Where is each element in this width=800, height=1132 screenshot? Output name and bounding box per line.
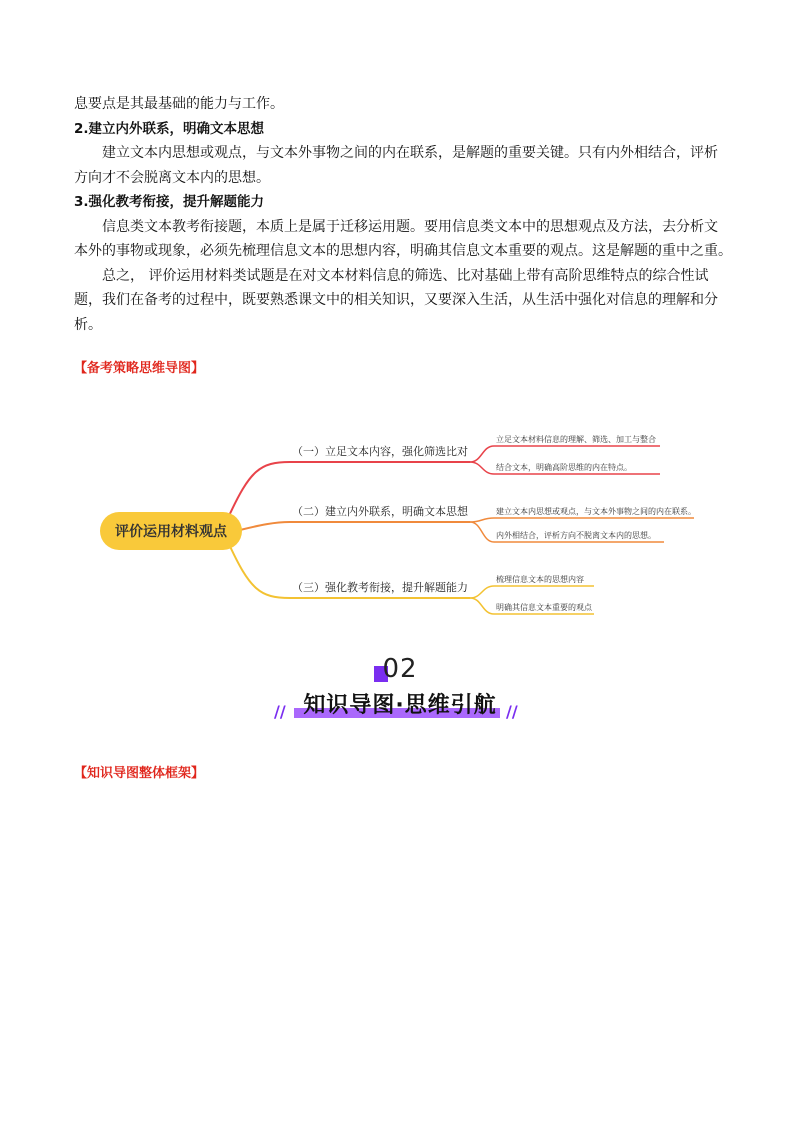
paragraph-line: 析。: [74, 316, 102, 333]
leaf-label: 建立文本内思想或观点，与文本外事物之间的内在联系。: [496, 507, 696, 516]
banner-number: 02: [382, 654, 418, 684]
section-label-strategy-mindmap: 【备考策略思维导图】: [74, 361, 205, 376]
branch-label-3: （三）强化教考衔接，提升解题能力: [292, 581, 468, 594]
subheading-2: 2.建立内外联系，明确文本思想: [74, 120, 265, 137]
leaf-label: 结合文本，明确高阶思维的内在特点。: [496, 463, 632, 472]
banner-title: 知识导图·思维引航: [303, 693, 497, 718]
paragraph-line: 息要点是其最基础的能力与工作。: [74, 96, 284, 112]
body-text: [74, 92, 734, 337]
leaf-connector: [470, 446, 660, 462]
paragraph-line: 总之， 评价运用材料类试题是在对文本材料信息的筛选、比对基础上带有高阶思维特点的综合性试: [102, 267, 709, 284]
paragraph-line: 建立文本内思想或观点，与文本外事物之间的内在联系，是解题的重要关键。只有内外相结合，评析: [102, 145, 718, 161]
root-node-label: 评价运用材料观点: [115, 524, 227, 540]
leaf-label: 梳理信息文本的思想内容: [496, 575, 584, 584]
branch-connector-2: [240, 522, 470, 530]
leaf-label: 内外相结合，评析方向不脱离文本内的思想。: [496, 531, 656, 540]
mind-map-svg: [0, 400, 800, 640]
mind-map: [0, 400, 800, 640]
branch-label-2: （二）建立内外联系，明确文本思想: [292, 505, 468, 518]
leaf-connector: [470, 518, 694, 522]
banner-slash-right: //: [506, 702, 518, 721]
subheading-3: 3.强化教考衔接，提升解题能力: [74, 194, 265, 210]
paragraph-line: 题，我们在备考的过程中，既要熟悉课文中的相关知识，又要深入生活，从生活中强化对信息的理解和分: [74, 292, 718, 308]
leaf-label: 明确其信息文本重要的观点: [496, 603, 592, 612]
paragraph-line: 方向才不会脱离文本内的思想。: [74, 169, 270, 186]
section-banner: [0, 650, 800, 730]
branch-label-1: （一）立足文本内容，强化筛选比对: [292, 445, 468, 458]
paragraph-line: 信息类文本教考衔接题，本质上是属于迁移运用题。要用信息类文本中的思想观点及方法，去分析文: [102, 218, 718, 235]
paragraph-line: 本外的事物或现象，必须先梳理信息文本的思想内容，明确其信息文本重要的观点。这是解题的重中之重。: [74, 243, 732, 259]
banner-slash-left: //: [274, 702, 286, 721]
leaf-connector: [470, 586, 594, 598]
section-label-knowledge-framework: 【知识导图整体框架】: [74, 766, 205, 781]
leaf-label: 立足文本材料信息的理解、筛选、加工与整合: [496, 435, 656, 444]
